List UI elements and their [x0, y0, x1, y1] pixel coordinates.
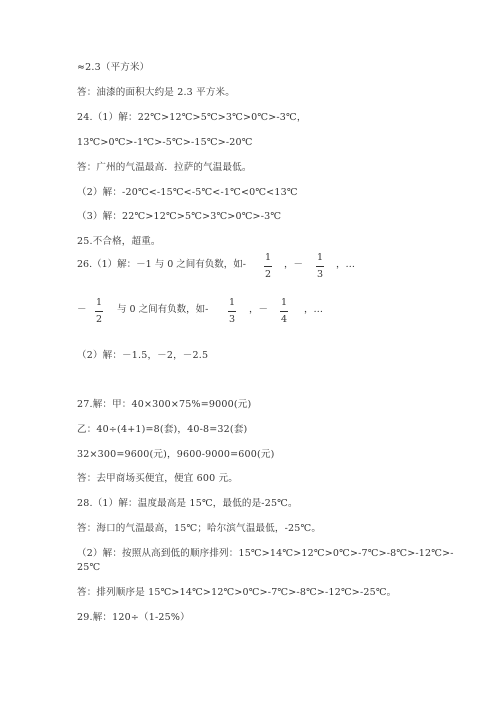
- fraction-numerator: 1: [95, 297, 103, 308]
- fraction-bar: [280, 311, 288, 312]
- fraction-one-third: [227, 297, 237, 327]
- text-line-29: 29.解：120÷（1-25%）: [77, 612, 190, 623]
- fraction-numerator: 1: [316, 252, 324, 263]
- fraction-numerator: 1: [280, 297, 288, 308]
- text-line-24-1: 24.（1）解：22℃>12℃>5℃>3℃>0℃>-3℃，: [77, 112, 307, 123]
- fraction-one-third: [315, 252, 325, 282]
- text-line-26-1: 26.（1）解：－1 与 0 之间有负数，如-: [77, 259, 247, 270]
- fraction-numerator: 1: [228, 297, 236, 308]
- fraction-one-half: [263, 252, 273, 282]
- fraction-bar: [316, 266, 324, 267]
- text-line-answer-24: 答：广州的气温最高．拉萨的气温最低。: [77, 162, 252, 173]
- text-ellipsis: ，…: [304, 304, 324, 315]
- text-minus-sign: －: [77, 304, 87, 315]
- text-line-24-3: （3）解：22℃>12℃>5℃>3℃>0℃>-3℃: [77, 211, 282, 222]
- fraction-denominator: 3: [228, 314, 236, 325]
- text-line-28-2-cont: 25℃: [77, 562, 101, 573]
- text-ellipsis: ，…: [336, 259, 356, 270]
- fraction-numerator: 1: [264, 252, 272, 263]
- fraction-one-quarter: [279, 297, 289, 327]
- text-line-answer-27: 答：去甲商场买便宜，便宜 600 元。: [77, 473, 238, 484]
- fraction-bar: [264, 266, 272, 267]
- text-line-27-b: 乙：40÷(4+1)=8(套)，40-8=32(套): [77, 424, 248, 435]
- fraction-bar: [95, 311, 103, 312]
- text-line-28-2: （2）解：按照从高到低的顺序排列：15℃>14℃>12℃>0℃>-7℃>-8℃>-12℃>-: [77, 548, 454, 559]
- text-line-26-1-cont: 与 0 之间有负数，如-: [117, 304, 209, 315]
- fraction-denominator: 2: [264, 269, 272, 280]
- text-line-24-2: （2）解：-20℃<-15℃<-5℃<-1℃<0℃<13℃: [77, 187, 298, 198]
- text-separator: ，－: [284, 259, 304, 270]
- text-line-25: 25.不合格，超重。: [77, 236, 161, 247]
- text-line-26-2: （2）解：－1.5，－2，－2.5: [77, 350, 209, 361]
- fraction-denominator: 3: [316, 269, 324, 280]
- fraction-one-half: [94, 297, 104, 327]
- fraction-bar: [228, 311, 236, 312]
- text-line-answer-28-1: 答：海口的气温最高，15℃；哈尔滨气温最低，-25℃。: [77, 523, 322, 534]
- text-line-27-c: 32×300=9600(元)，9600-9000=600(元): [77, 449, 275, 460]
- text-line-27: 27.解：甲：40×300×75%=9000(元): [77, 399, 252, 410]
- text-separator: ，－: [249, 304, 269, 315]
- fraction-denominator: 2: [95, 314, 103, 325]
- text-line-answer-28-2: 答：排列顺序是 15℃>14℃>12℃>0℃>-7℃>-8℃>-12℃>-25℃。: [77, 587, 397, 598]
- text-line-24-1-cont: 13℃>0℃>-1℃>-5℃>-15℃>-20℃: [77, 137, 253, 148]
- text-line-28-1: 28.（1）解：温度最高是 15℃，最低的是-25℃。: [77, 498, 298, 509]
- text-line-area-estimate: ≈2.3（平方米）: [77, 62, 150, 73]
- text-line-answer-23: 答：油漆的面积大约是 2.3 平方米。: [77, 87, 235, 98]
- fraction-denominator: 4: [280, 314, 288, 325]
